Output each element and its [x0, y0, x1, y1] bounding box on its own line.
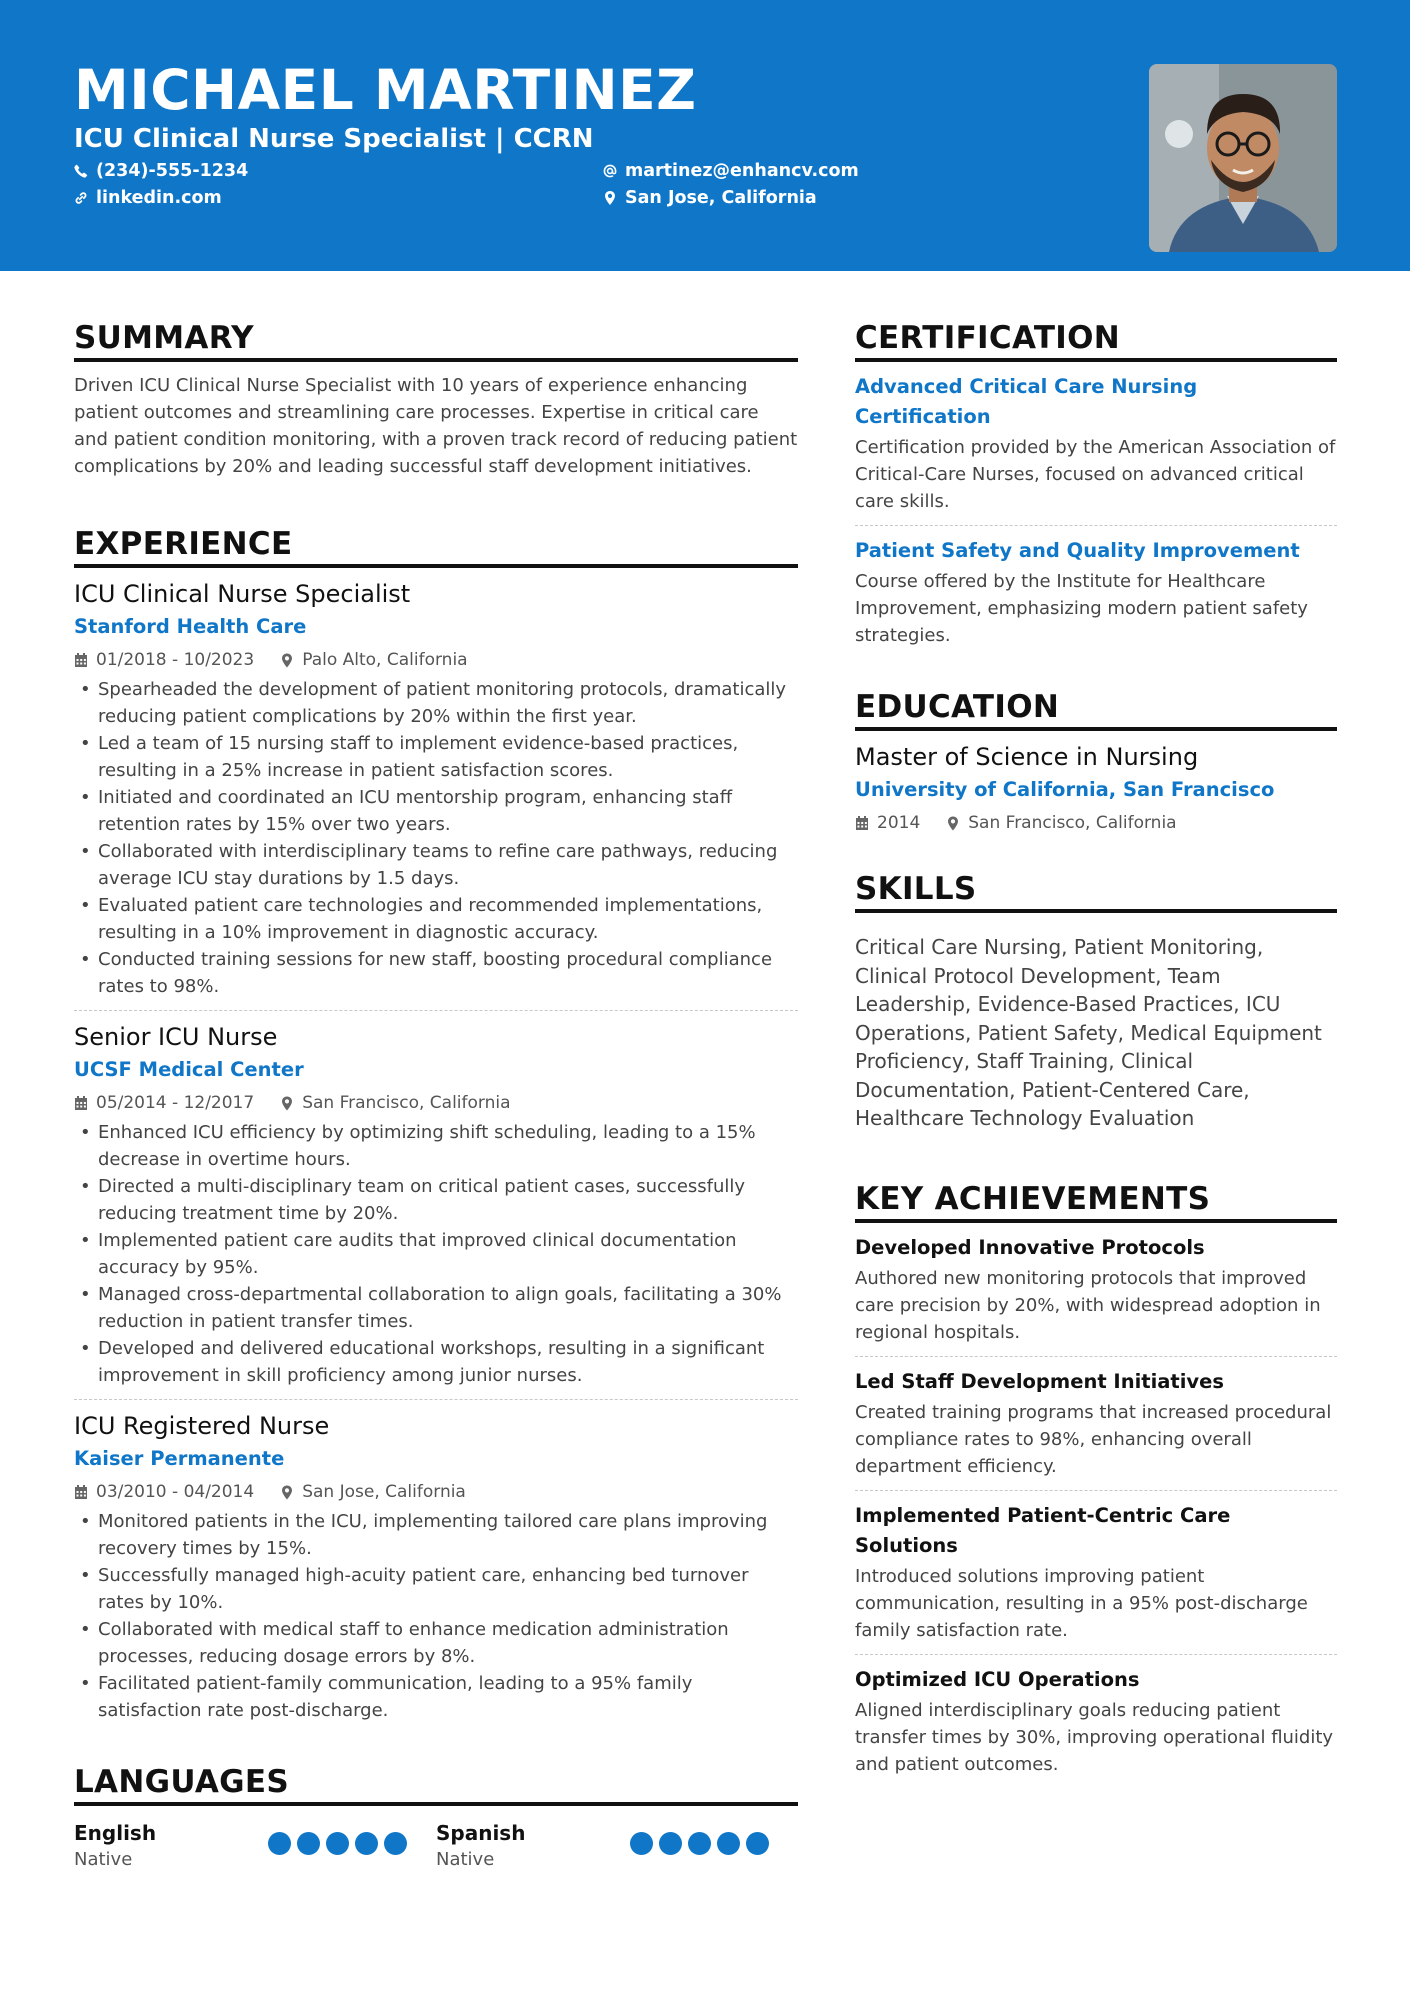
achievement-text: Authored new monitoring protocols that improved care precision by 20%, with widespread adoption in regional hospitals. [855, 1267, 1321, 1343]
job-bullet: • Initiated and coordinated an ICU mentorship program, enhancing staff retention rates by 15% over two years. [74, 784, 798, 838]
contact-email[interactable] [603, 161, 859, 181]
languages-list [74, 1820, 798, 1872]
job-dates: 03/2010 - 04/2014 [96, 1482, 255, 1502]
job-meta [74, 648, 798, 672]
map-pin-icon [280, 653, 294, 668]
phone-text: (234)-555-1234 [96, 161, 249, 181]
certification-text: Certification provided by the American Association of Critical-Care Nurses, focused on advanced critical care skills. [855, 437, 1336, 512]
right-column [855, 320, 1337, 1778]
achievements-heading: KEY ACHIEVEMENTS [855, 1181, 1337, 1223]
profile-photo [1149, 64, 1337, 252]
candidate-headline: ICU Clinical Nurse Specialist | CCRN [74, 124, 594, 154]
job-bullet: • Monitored patients in the ICU, implementing tailored care plans improving recovery times by 15%. [74, 1508, 798, 1562]
job-company: UCSF Medical Center [74, 1058, 304, 1081]
language-level: Native [436, 1849, 495, 1870]
divider [855, 1654, 1337, 1655]
achievements-section [855, 1181, 1337, 1778]
divider [74, 1010, 798, 1011]
at-icon [603, 164, 617, 178]
summary-section [74, 320, 798, 480]
proficiency-dot [746, 1832, 769, 1855]
job-title: ICU Registered Nurse [74, 1412, 330, 1440]
job-bullets [74, 1119, 798, 1389]
achievement-title: Implemented Patient-Centric Care Solutions [855, 1503, 1231, 1557]
job-bullet: • Led a team of 15 nursing staff to implement evidence-based practices, resulting in a 25% increase in patient satisfaction scores. [74, 730, 798, 784]
map-pin-icon [946, 816, 960, 831]
resume-header [0, 0, 1410, 271]
education-heading: EDUCATION [855, 689, 1337, 731]
achievement-item [855, 1501, 1337, 1644]
job-location: San Francisco, California [302, 1093, 511, 1113]
job-bullets [74, 676, 798, 1000]
languages-section [74, 1764, 798, 1872]
linkedin-text: linkedin.com [96, 188, 222, 208]
proficiency-dot [384, 1832, 407, 1855]
achievement-text: Created training programs that increased procedural compliance rates to 98%, enhancing overall department efficiency. [855, 1401, 1332, 1477]
certification-heading: CERTIFICATION [855, 320, 1337, 362]
location-text: San Jose, California [625, 188, 817, 208]
job-bullet: • Directed a multi-disciplinary team on critical patient cases, successfully reducing treatment time by 20%. [74, 1173, 798, 1227]
languages-heading: LANGUAGES [74, 1764, 798, 1806]
proficiency-dots [630, 1832, 769, 1855]
candidate-name: MICHAEL MARTINEZ [74, 58, 697, 122]
contact-phone[interactable] [74, 161, 248, 181]
contact-location [603, 188, 817, 208]
map-pin-icon [280, 1485, 294, 1500]
language-name: Spanish [436, 1821, 526, 1845]
job-bullet: • Conducted training sessions for new staff, boosting procedural compliance rates to 98%. [74, 946, 798, 1000]
certification-text: Course offered by the Institute for Healthcare Improvement, emphasizing modern patient safety strategies. [855, 571, 1308, 646]
job-entry [74, 1021, 798, 1389]
job-bullets [74, 1508, 798, 1724]
email-text: martinez@enhancv.com [625, 161, 859, 181]
job-entry [74, 578, 798, 1000]
certification-title: Patient Safety and Quality Improvement [855, 539, 1300, 562]
education-section [855, 689, 1337, 835]
divider [855, 1490, 1337, 1491]
achievement-item [855, 1665, 1337, 1778]
job-company: Stanford Health Care [74, 615, 307, 638]
language-item [74, 1820, 436, 1872]
proficiency-dot [326, 1832, 349, 1855]
calendar-icon [855, 816, 869, 831]
certification-section [855, 320, 1337, 649]
job-dates: 01/2018 - 10/2023 [96, 650, 255, 670]
link-icon [74, 191, 88, 205]
calendar-icon [74, 1096, 88, 1111]
job-bullet: • Developed and delivered educational workshops, resulting in a significant improvement in skill proficiency among junior nurses. [74, 1335, 798, 1389]
education-degree: Master of Science in Nursing [855, 743, 1199, 771]
divider [855, 1356, 1337, 1357]
job-bullet: • Facilitated patient-family communication, leading to a 95% family satisfaction rate post-discharge. [74, 1670, 798, 1724]
skills-section [855, 871, 1337, 1133]
calendar-icon [74, 653, 88, 668]
education-year: 2014 [877, 813, 921, 833]
achievement-text: Introduced solutions improving patient communication, resulting in a 95% post-discharge family satisfaction rate. [855, 1565, 1308, 1641]
divider [855, 525, 1337, 526]
skills-text: Critical Care Nursing, Patient Monitoring, Clinical Protocol Development, Team Leadership, Evidence-Based Practices, ICU Operations, Patient Safety, Medical Equipment Proficiency, Staff Training, Clinical Documentation, Patient-Centered Care, Healthcare Technology Evaluation [855, 935, 1322, 1130]
job-title: Senior ICU Nurse [74, 1023, 278, 1051]
language-level: Native [74, 1849, 133, 1870]
job-location: Palo Alto, California [302, 650, 468, 670]
left-column [74, 320, 798, 1872]
education-meta [855, 811, 1337, 835]
skills-heading: SKILLS [855, 871, 1337, 913]
job-location: San Jose, California [302, 1482, 466, 1502]
proficiency-dot [717, 1832, 740, 1855]
proficiency-dot [268, 1832, 291, 1855]
achievement-item [855, 1367, 1337, 1480]
summary-heading: SUMMARY [74, 320, 798, 362]
achievement-text: Aligned interdisciplinary goals reducing patient transfer times by 30%, improving operational fluidity and patient outcomes. [855, 1699, 1334, 1775]
map-pin-icon [603, 191, 617, 205]
job-bullet: • Evaluated patient care technologies and recommended implementations, resulting in a 10% improvement in diagnostic accuracy. [74, 892, 798, 946]
education-location: San Francisco, California [968, 813, 1177, 833]
job-bullet: • Collaborated with medical staff to enhance medication administration processes, reducing dosage errors by 8%. [74, 1616, 798, 1670]
certification-title: Advanced Critical Care Nursing Certification [855, 375, 1198, 428]
achievement-title: Developed Innovative Protocols [855, 1235, 1205, 1259]
phone-icon [74, 164, 88, 178]
divider [74, 1399, 798, 1400]
job-title: ICU Clinical Nurse Specialist [74, 580, 411, 608]
proficiency-dot [630, 1832, 653, 1855]
certification-item [855, 536, 1337, 649]
job-entry [74, 1410, 798, 1724]
job-bullet: • Enhanced ICU efficiency by optimizing shift scheduling, leading to a 15% decrease in overtime hours. [74, 1119, 798, 1173]
language-item [436, 1820, 798, 1872]
language-name: English [74, 1821, 157, 1845]
job-bullet: • Spearheaded the development of patient monitoring protocols, dramatically reducing patient complications by 20% within the first year. [74, 676, 798, 730]
job-bullet: • Implemented patient care audits that improved clinical documentation accuracy by 95%. [74, 1227, 798, 1281]
summary-text: Driven ICU Clinical Nurse Specialist with 10 years of experience enhancing patient outcomes and streamlining care processes. Expertise in critical care and patient condition monitoring, with a proven track record of reducing patient complications by 20% and leading successful staff development initiatives. [74, 375, 798, 477]
achievement-title: Optimized ICU Operations [855, 1667, 1140, 1691]
proficiency-dots [268, 1832, 407, 1855]
map-pin-icon [280, 1096, 294, 1111]
job-bullet: • Successfully managed high-acuity patient care, enhancing bed turnover rates by 10%. [74, 1562, 798, 1616]
education-school: University of California, San Francisco [855, 778, 1275, 801]
job-company: Kaiser Permanente [74, 1447, 285, 1470]
job-meta [74, 1091, 798, 1115]
job-meta [74, 1480, 798, 1504]
proficiency-dot [297, 1832, 320, 1855]
proficiency-dot [355, 1832, 378, 1855]
calendar-icon [74, 1485, 88, 1500]
contact-linkedin[interactable] [74, 188, 222, 208]
proficiency-dot [659, 1832, 682, 1855]
certification-item [855, 372, 1337, 515]
job-bullet: • Managed cross-departmental collaboration to align goals, facilitating a 30% reduction in patient transfer times. [74, 1281, 798, 1335]
experience-section [74, 526, 798, 1724]
experience-heading: EXPERIENCE [74, 526, 798, 568]
job-bullet: • Collaborated with interdisciplinary teams to refine care pathways, reducing average ICU stay durations by 1.5 days. [74, 838, 798, 892]
job-dates: 05/2014 - 12/2017 [96, 1093, 255, 1113]
achievement-title: Led Staff Development Initiatives [855, 1369, 1224, 1393]
achievement-item [855, 1233, 1337, 1346]
proficiency-dot [688, 1832, 711, 1855]
